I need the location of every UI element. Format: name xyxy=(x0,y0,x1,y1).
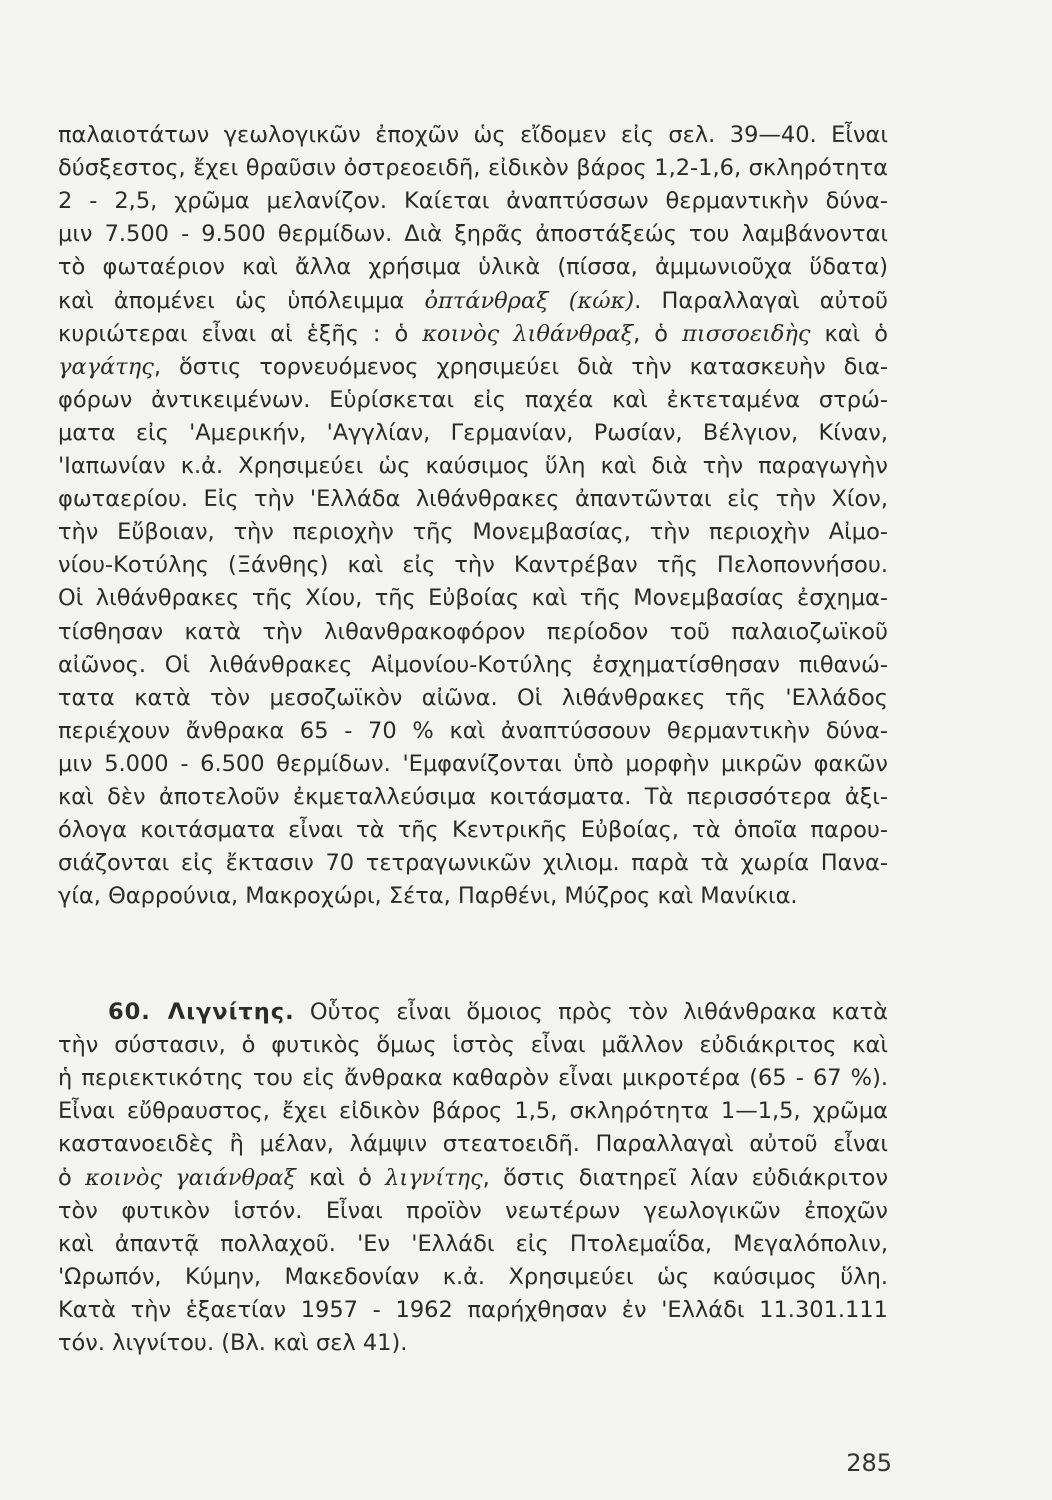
text-line xyxy=(58,153,888,183)
section-heading: 60. Λιγνίτης. xyxy=(108,999,295,1025)
text-run: ἡ περιεκτικότης του εἰς ἄνθρακα καθαρὸν εἶναι μικροτέρα (65 - 67 %). xyxy=(58,1065,888,1091)
text-line xyxy=(108,997,888,1027)
text-line xyxy=(58,219,888,249)
text-run: όλογα κοιτάσματα εἶναι τὰ τῆς Κεντρικῆς Εὐβοίας, τὰ ὁποῖα παρου- xyxy=(58,817,888,843)
text-line xyxy=(58,1163,888,1193)
text-line xyxy=(58,1096,888,1126)
text-run: τὸν φυτικὸν ἱστόν. Εἶναι προϊὸν νεωτέρων γεωλογικῶν ἐποχῶν xyxy=(58,1198,888,1224)
text-run: νίου-Κοτύλης (Ξάνθης) καὶ εἰς τὴν Καντρέβαν τῆς Πελοποννήσου. xyxy=(58,552,888,578)
text-line xyxy=(58,252,888,282)
text-line xyxy=(58,319,888,349)
text-line xyxy=(58,617,888,647)
text-line xyxy=(58,1129,888,1159)
text-run: καὶ δὲν ἀποτελοῦν ἐκμεταλλεύσιμα κοιτάσματα. Τὰ περισσότερα ἀξι- xyxy=(58,784,888,810)
italic-term: ὀπτάνθραξ (κώκ) xyxy=(424,288,635,314)
text-run: 2 - 2,5, χρῶμα μελανίζον. Καίεται ἀναπτύσσων θερμαντικὴν δύνα- xyxy=(58,188,888,214)
italic-term: λιγνίτης xyxy=(385,1165,483,1191)
text-run: φόρων ἀντικειμένων. Εὑρίσκεται εἰς παχέα καὶ ἐκτεταμένα στρώ- xyxy=(58,387,888,413)
text-run: καὶ ἀπομένει ὡς ὑπόλειμμα xyxy=(58,288,425,314)
text-run: τὴν σύστασιν, ὁ φυτικὸς ὅμως ἱστὸς εἶναι μᾶλλον εὐδιάκριτος καὶ xyxy=(58,1032,888,1058)
text-line xyxy=(58,286,888,316)
text-run: 'Ωρωπόν, Κύμην, Μακεδονίαν κ.ἀ. Χρησιμεύει ὡς καύσιμος ὕλη. xyxy=(58,1264,888,1290)
text-run: δύσξεστος, ἔχει θραῦσιν ὀστρεοειδῆ, εἰδικὸν βάρος 1,2-1,6, σκληρότητα xyxy=(58,155,888,181)
italic-term: πισσοειδὴς xyxy=(682,321,811,347)
text-run: τόν. λιγνίτου. (Βλ. καὶ σελ 41). xyxy=(58,1330,408,1356)
text-line xyxy=(58,815,888,845)
text-line xyxy=(58,120,888,150)
page-number: 285 xyxy=(846,1449,892,1477)
text-run: , ὁ xyxy=(633,321,683,347)
text-run: Οἱ λιθάνθρακες τῆς Χίου, τῆς Εὐβοίας καὶ τῆς Μονεμβασίας ἐσχημα- xyxy=(58,585,888,611)
text-line xyxy=(58,881,888,911)
text-run: Κατὰ τὴν ἑξαετίαν 1957 - 1962 παρήχθησαν ἐν 'Ελλάδι 11.301.111 xyxy=(58,1297,888,1323)
text-line xyxy=(58,550,888,580)
text-line xyxy=(58,716,888,746)
text-run: , ὅστις διατηρεῖ λίαν εὐδιάκριτον xyxy=(482,1165,889,1191)
text-run: περιέχουν ἄνθρακα 65 - 70 % καὶ ἀναπτύσσουν θερμαντικὴν δύνα- xyxy=(58,718,888,744)
text-run: καὶ ὁ xyxy=(295,1165,386,1191)
text-line xyxy=(58,1063,888,1093)
text-line xyxy=(58,1295,888,1325)
text-run: παλαιοτάτων γεωλογικῶν ἐποχῶν ὡς εἴδομεν εἰς σελ. 39—40. Εἶναι xyxy=(58,122,888,148)
text-line xyxy=(58,1030,888,1060)
text-run: Οὗτος εἶναι ὅμοιος πρὸς τὸν λιθάνθρακα κατὰ xyxy=(309,999,888,1025)
text-run: αἰῶνος. Οἱ λιθάνθρακες Αἰμονίου-Κοτύλης ἐσχηματίσθησαν πιθανώ- xyxy=(58,652,888,678)
text-run: γία, Θαρρούνια, Μακροχώρι, Σέτα, Παρθένι, Μύζρος καὶ Μανίκια. xyxy=(58,883,798,909)
text-run: ματα εἰς 'Αμερικήν, 'Αγγλίαν, Γερμανίαν, Ρωσίαν, Βέλγιον, Κίναν, xyxy=(58,420,888,446)
text-line xyxy=(58,782,888,812)
text-run: καστανοειδὲς ἢ μέλαν, λάμψιν στεατοειδῆ. Παραλλαγαὶ αὐτοῦ εἶναι xyxy=(58,1131,888,1157)
text-run: ὁ xyxy=(58,1165,86,1191)
text-run: καὶ ὁ xyxy=(810,321,888,347)
italic-term: κοινὸς λιθάνθραξ xyxy=(422,321,634,347)
text-line xyxy=(58,650,888,680)
italic-term: κοινὸς γαιάνθραξ xyxy=(85,1165,296,1191)
text-run: 'Ιαπωνίαν κ.ἀ. Χρησιμεύει ὡς καύσιμος ὕλη καὶ διὰ τὴν παραγωγὴν xyxy=(58,453,888,479)
text-line xyxy=(58,517,888,547)
text-line xyxy=(58,848,888,878)
text-line xyxy=(58,418,888,448)
text-line xyxy=(58,385,888,415)
text-run: φωταερίου. Εἰς τὴν 'Ελλάδα λιθάνθρακες ἀπαντῶνται εἰς τὴν Χίον, xyxy=(58,486,888,512)
text-run: καὶ ἀπαντᾷ πολλαχοῦ. 'Εν 'Ελλάδι εἰς Πτολεμαΐδα, Μεγαλόπολιν, xyxy=(58,1231,888,1257)
text-run: τὴν Εὔβοιαν, τὴν περιοχὴν τῆς Μονεμβασίας, τὴν περιοχὴν Αἰμο- xyxy=(58,519,888,545)
text-run: τατα κατὰ τὸν μεσοζωϊκὸν αἰῶνα. Οἱ λιθάνθρακες τῆς 'Ελλάδος xyxy=(58,685,888,711)
text-run: , ὅστις τορνευόμενος χρησιμεύει διὰ τὴν κατασκευὴν δια- xyxy=(153,354,888,380)
text-run: κυριώτεραι εἶναι αἱ ἑξῆς : ὁ xyxy=(58,321,423,347)
text-line xyxy=(58,583,888,613)
italic-term: γαγάτης xyxy=(58,354,154,380)
text-line xyxy=(58,352,888,382)
text-line xyxy=(58,749,888,779)
text-run: τίσθησαν κατὰ τὴν λιθανθρακοφόρον περίοδον τοῦ παλαιοζωϊκοῦ xyxy=(58,619,888,645)
text-run: Εἶναι εὔθραυστος, ἔχει εἰδικὸν βάρος 1,5, σκληρότητα 1—1,5, χρῶμα xyxy=(58,1098,888,1124)
text-run: μιν 5.000 - 6.500 θερμίδων. 'Εμφανίζονται ὑπὸ μορφὴν μικρῶν φακῶν xyxy=(58,751,888,777)
text-line xyxy=(58,1229,888,1259)
text-line xyxy=(58,1196,888,1226)
text-line xyxy=(58,451,888,481)
text-run: τὸ φωταέριον καὶ ἄλλα χρήσιμα ὑλικὰ (πίσσα, ἀμμωνιοῦχα ὕδατα) xyxy=(58,254,888,280)
text-line xyxy=(58,1262,888,1292)
text-line xyxy=(58,186,888,216)
text-line xyxy=(58,484,888,514)
text-run: . Παραλλαγαὶ αὐτοῦ xyxy=(634,288,888,314)
text-line xyxy=(58,1328,888,1358)
text-run: μιν 7.500 - 9.500 θερμίδων. Διὰ ξηρᾶς ἀποστάξεώς του λαμβάνονται xyxy=(58,221,888,247)
text-run: σιάζονται εἰς ἔκτασιν 70 τετραγωνικῶν χιλιομ. παρὰ τὰ χωρία Πανα- xyxy=(58,850,888,876)
text-line xyxy=(58,683,888,713)
